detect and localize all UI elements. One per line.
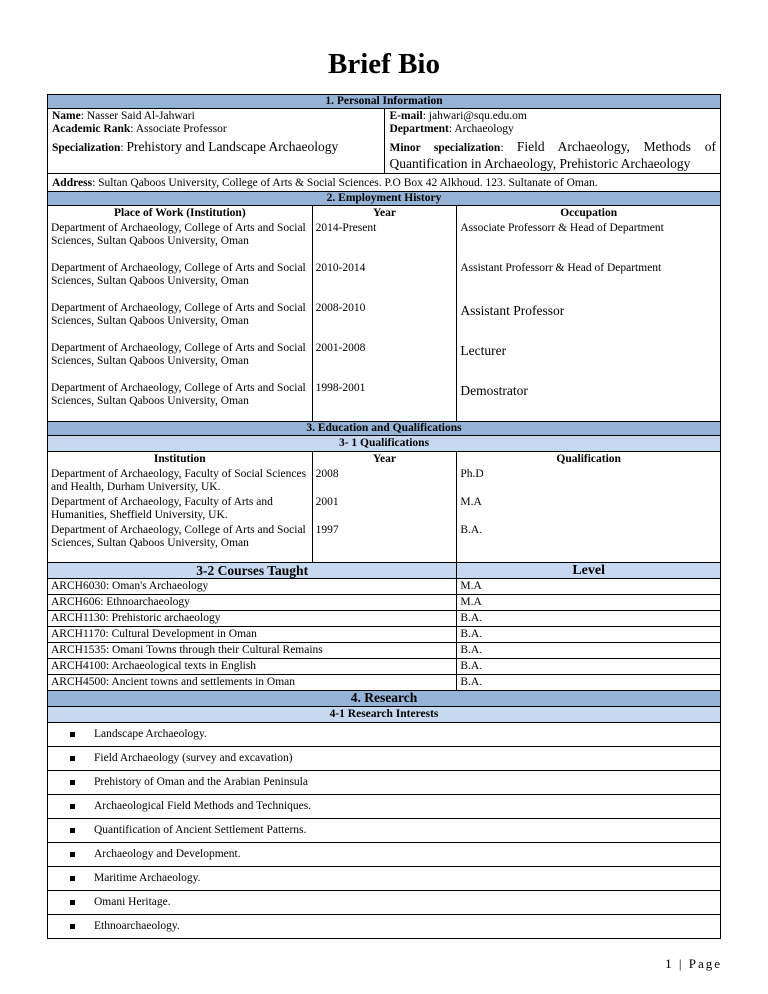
page-footer xyxy=(665,956,722,972)
personal-right xyxy=(385,109,721,174)
table-row: Department of Archaeology, College of Arts and Social Sciences, Sultan Qaboos University, Oman 1997 B.A. xyxy=(48,523,721,563)
bullet-icon xyxy=(70,828,75,833)
email-value[interactable]: jahwari@squ.edu.om xyxy=(428,110,527,122)
rank-line: Academic Rank: Associate Professor xyxy=(52,123,227,135)
bullet-icon xyxy=(70,876,75,881)
personal-left xyxy=(48,109,385,174)
list-item: Prehistory of Oman and the Arabian Peninsula xyxy=(48,771,721,795)
courses-heading: 3-2 Courses Taught xyxy=(48,563,457,579)
spec-value: Prehistory and Landscape Archaeology xyxy=(126,139,339,154)
personal-heading: 1. Personal Information xyxy=(48,95,721,109)
table-row: Department of Archaeology, College of Arts and Social Sciences, Sultan Qaboos University, Oman 2014-Present Associate Professorr & Head of Department xyxy=(48,221,721,261)
table-row: ARCH1535: Omani Towns through their Cultural Remains B.A. xyxy=(48,643,721,659)
table-row: Department of Archaeology, College of Arts and Social Sciences, Sultan Qaboos University, Oman 2010-2014 Assistant Professorr & Head of Department xyxy=(48,261,721,301)
col-edu-year: Year xyxy=(312,451,457,467)
bullet-icon xyxy=(70,852,75,857)
table-row: Department of Archaeology, Faculty of Social Sciences and Health, Durham University, UK. 2008 Ph.D xyxy=(48,467,721,495)
bullet-icon xyxy=(70,756,75,761)
list-item: Ethnoarchaeology. xyxy=(48,915,721,939)
page-title: Brief Bio xyxy=(328,48,440,80)
col-occupation: Occupation xyxy=(457,206,721,222)
col-qualification: Qualification xyxy=(457,451,721,467)
list-item: Field Archaeology (survey and excavation) xyxy=(48,747,721,771)
table-row: ARCH1170: Cultural Development in Oman B.A. xyxy=(48,627,721,643)
qualifications-heading: 3- 1 Qualifications xyxy=(48,435,721,451)
table-row: Department of Archaeology, College of Arts and Social Sciences, Sultan Qaboos University, Oman 1998-2001 Demostrator xyxy=(48,381,721,421)
list-item: Omani Heritage. xyxy=(48,891,721,915)
table-row: ARCH606: Ethnoarchaeology M.A xyxy=(48,595,721,611)
table-row: ARCH6030: Oman's Archaeology M.A xyxy=(48,579,721,595)
name-value: Nasser Said Al-Jahwari xyxy=(86,110,195,122)
table-row: ARCH4100: Archaeological texts in English B.A. xyxy=(48,659,721,675)
rank-value: Associate Professor xyxy=(135,123,227,135)
table-row: ARCH1130: Prehistoric archaeology B.A. xyxy=(48,611,721,627)
bullet-icon xyxy=(70,924,75,929)
footer-separator: | xyxy=(678,956,684,971)
col-place: Place of Work (Institution) xyxy=(48,206,313,222)
spec-line: Specialization: Prehistory and Landscape Archaeology xyxy=(52,139,339,154)
bullet-icon xyxy=(70,780,75,785)
minor-value: Field Archaeology, Methods of Quantification in Archaeology, Prehistoric Archaeology xyxy=(389,139,716,171)
bio-table xyxy=(47,94,721,939)
minor-line: Minor specialization: Field Archaeology, Methods of Quantification in Archaeology, Prehistoric Archaeology xyxy=(389,139,716,171)
dept-value: Archaeology xyxy=(454,123,514,135)
col-year: Year xyxy=(312,206,457,222)
col-institution: Institution xyxy=(48,451,313,467)
table-row: Department of Archaeology, College of Arts and Social Sciences, Sultan Qaboos University, Oman 2008-2010 Assistant Professor xyxy=(48,301,721,341)
table-row: Department of Archaeology, College of Arts and Social Sciences, Sultan Qaboos University, Oman 2001-2008 Lecturer xyxy=(48,341,721,381)
table-row: ARCH4500: Ancient towns and settlements in Oman B.A. xyxy=(48,675,721,691)
page-number: 1 xyxy=(665,956,674,971)
dept-line: Department: Archaeology xyxy=(389,123,514,135)
address-value: Sultan Qaboos University, College of Arts & Social Sciences. P.O Box 42 Alkhoud. 123. Sultanate of Oman. xyxy=(98,177,598,189)
level-heading: Level xyxy=(457,563,721,579)
list-item: Archaeological Field Methods and Techniques. xyxy=(48,795,721,819)
list-item: Archaeology and Development. xyxy=(48,843,721,867)
name-line: Name: Nasser Said Al-Jahwari xyxy=(52,110,195,122)
bullet-icon xyxy=(70,732,75,737)
interests-heading: 4-1 Research Interests xyxy=(48,707,721,723)
list-item: Landscape Archaeology. xyxy=(48,723,721,747)
bullet-icon xyxy=(70,900,75,905)
employment-rows xyxy=(48,221,721,421)
address-line: Address: Sultan Qaboos University, College of Arts & Social Sciences. P.O Box 42 Alkhoud. 123. Sultanate of Oman. xyxy=(48,174,721,192)
research-heading: 4. Research xyxy=(48,691,721,707)
bullet-icon xyxy=(70,804,75,809)
email-line: E-mail: jahwari@squ.edu.om xyxy=(389,110,527,122)
list-item: Maritime Archaeology. xyxy=(48,867,721,891)
education-heading: 3. Education and Qualifications xyxy=(48,421,721,435)
list-item: Quantification of Ancient Settlement Patterns. xyxy=(48,819,721,843)
employment-heading: 2. Employment History xyxy=(48,192,721,206)
page-label: Page xyxy=(688,956,722,971)
table-row: Department of Archaeology, Faculty of Arts and Humanities, Sheffield University, UK. 2001 M.A xyxy=(48,495,721,523)
